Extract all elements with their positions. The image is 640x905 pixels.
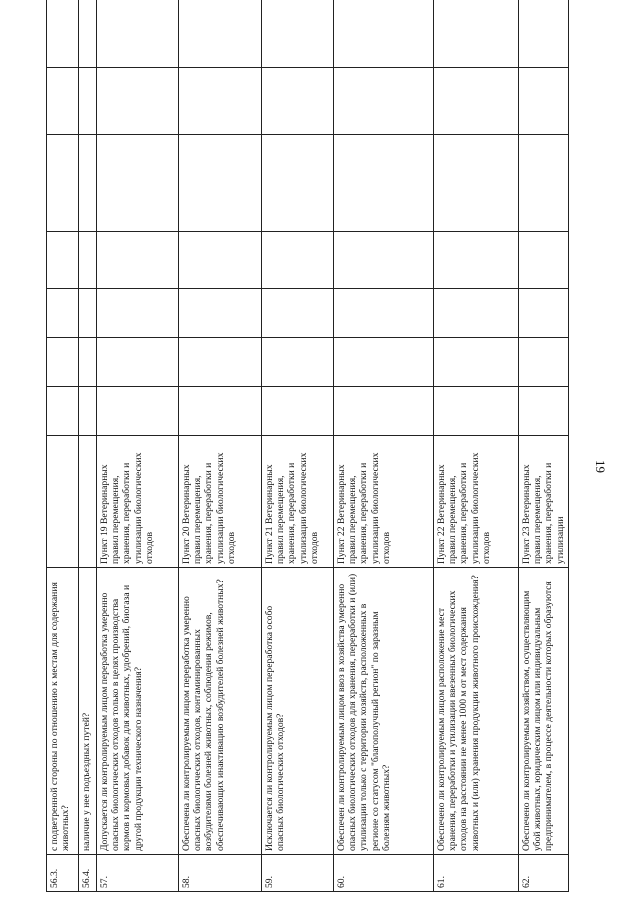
answer-cell [434,232,519,289]
answer-cell [434,0,519,68]
row-reference [47,436,79,568]
row-reference: Пункт 21 Ветеринарных правил перемещения, хранения, переработки и утилизации биологических отходов [262,436,334,568]
row-number: 62. [519,855,569,892]
answer-cell [179,0,262,68]
answer-cell [79,338,97,387]
table-row [179,0,262,892]
answer-cell [519,232,569,289]
row-reference: Пункт 23 Ветеринарных правил перемещения, хранения, переработки и утилизации [519,436,569,568]
answer-cell [79,68,97,135]
table-row [47,0,79,892]
row-question: Исключается ли контролируемым лицом переработка особо опасных биологических отходов? [262,568,334,855]
answer-cell [262,289,334,338]
answer-cell [47,232,79,289]
answer-cell [47,68,79,135]
answer-cell [179,289,262,338]
row-question: наличие у нее подъездных путей? [79,568,97,855]
answer-cell [519,0,569,68]
row-question: Обеспечена ли контролируемым лицом переработка умеренно опасных биологических отходов, контаминированных возбудителями болезней животных, соблюдения режимов, обеспечивающих инактивацию возбудителей болезней животных? [179,568,262,855]
row-number: 60. [334,855,434,892]
row-reference: Пункт 20 Ветеринарных правил перемещения, хранения, переработки и утилизации биологических отходов [179,436,262,568]
answer-cell [334,0,434,68]
answer-cell [434,387,519,436]
row-number: 56.3. [47,855,79,892]
answer-cell [47,387,79,436]
row-number: 59. [262,855,334,892]
answer-cell [179,232,262,289]
table-row [519,0,569,892]
answer-cell [519,387,569,436]
answer-cell [97,387,179,436]
table-row [262,0,334,892]
table-row [434,0,519,892]
answer-cell [97,338,179,387]
row-number: 58. [179,855,262,892]
answer-cell [179,387,262,436]
table-row [97,0,179,892]
answer-cell [262,68,334,135]
answer-cell [79,387,97,436]
row-number: 56.4. [79,855,97,892]
answer-cell [262,0,334,68]
answer-cell [519,135,569,232]
answer-cell [519,338,569,387]
answer-cell [179,338,262,387]
answer-cell [434,338,519,387]
answer-cell [334,232,434,289]
answer-cell [47,0,79,68]
answer-cell [97,289,179,338]
answer-cell [47,338,79,387]
answer-cell [334,338,434,387]
row-question: с подветренной стороны по отношению к местам для содержания животных? [47,568,79,855]
answer-cell [262,338,334,387]
answer-cell [79,232,97,289]
answer-cell [334,289,434,338]
row-number: 61. [434,855,519,892]
answer-cell [97,68,179,135]
answer-cell [47,289,79,338]
answer-cell [79,135,97,232]
answer-cell [434,135,519,232]
answer-cell [334,135,434,232]
row-number: 57. [97,855,179,892]
answer-cell [179,135,262,232]
answer-cell [79,0,97,68]
answer-cell [97,0,179,68]
answer-cell [434,68,519,135]
answer-cell [179,68,262,135]
answer-cell [79,289,97,338]
answer-cell [97,135,179,232]
row-reference: Пункт 22 Ветеринарных правил перемещения, хранения, переработки и утилизации биологических отходов [334,436,434,568]
table-row [79,0,97,892]
answer-cell [262,387,334,436]
page-number: 19 [593,460,608,473]
answer-cell [262,232,334,289]
row-question: Обеспечено ли контролируемым лицом расположение мест хранения, переработки и утилизации ввезенных биологических отходов на расстоянии не менее 1000 м от мест содержания животных и (или) хранения продукции животного происхождения? [434,568,519,855]
row-reference: Пункт 22 Ветеринарных правил перемещения, хранения, переработки и утилизации биологических отходов [434,436,519,568]
row-question: Обеспечено ли контролируемым хозяйством, осуществляющим убой животных, юридическим лицом или индивидуальным предпринимателем, в процессе деятельности которых образуются [519,568,569,855]
checklist-rotated-container [46,0,569,892]
answer-cell [262,135,334,232]
answer-cell [519,68,569,135]
answer-cell [519,289,569,338]
row-reference: Пункт 19 Ветеринарных правил перемещения, хранения, переработки и утилизации биологических отходов [97,436,179,568]
answer-cell [334,387,434,436]
row-question: Обеспечен ли контролируемым лицом ввоз в хозяйства умеренно опасных биологических отходов для хранения, переработки и (или) утилизации только с территории хозяйств, расположенных в регионе со статусом "благополучный регион" по заразным болезням животных? [334,568,434,855]
table-row [334,0,434,892]
answer-cell [97,232,179,289]
checklist-table [46,0,569,892]
answer-cell [434,289,519,338]
row-question: Допускается ли контролируемым лицом переработка умеренно опасных биологических отходов только в целях производства кормов и кормовых добавок для животных, удобрений, биогаза и другой продукции технического назначения? [97,568,179,855]
answer-cell [334,68,434,135]
answer-cell [47,135,79,232]
row-reference [79,436,97,568]
